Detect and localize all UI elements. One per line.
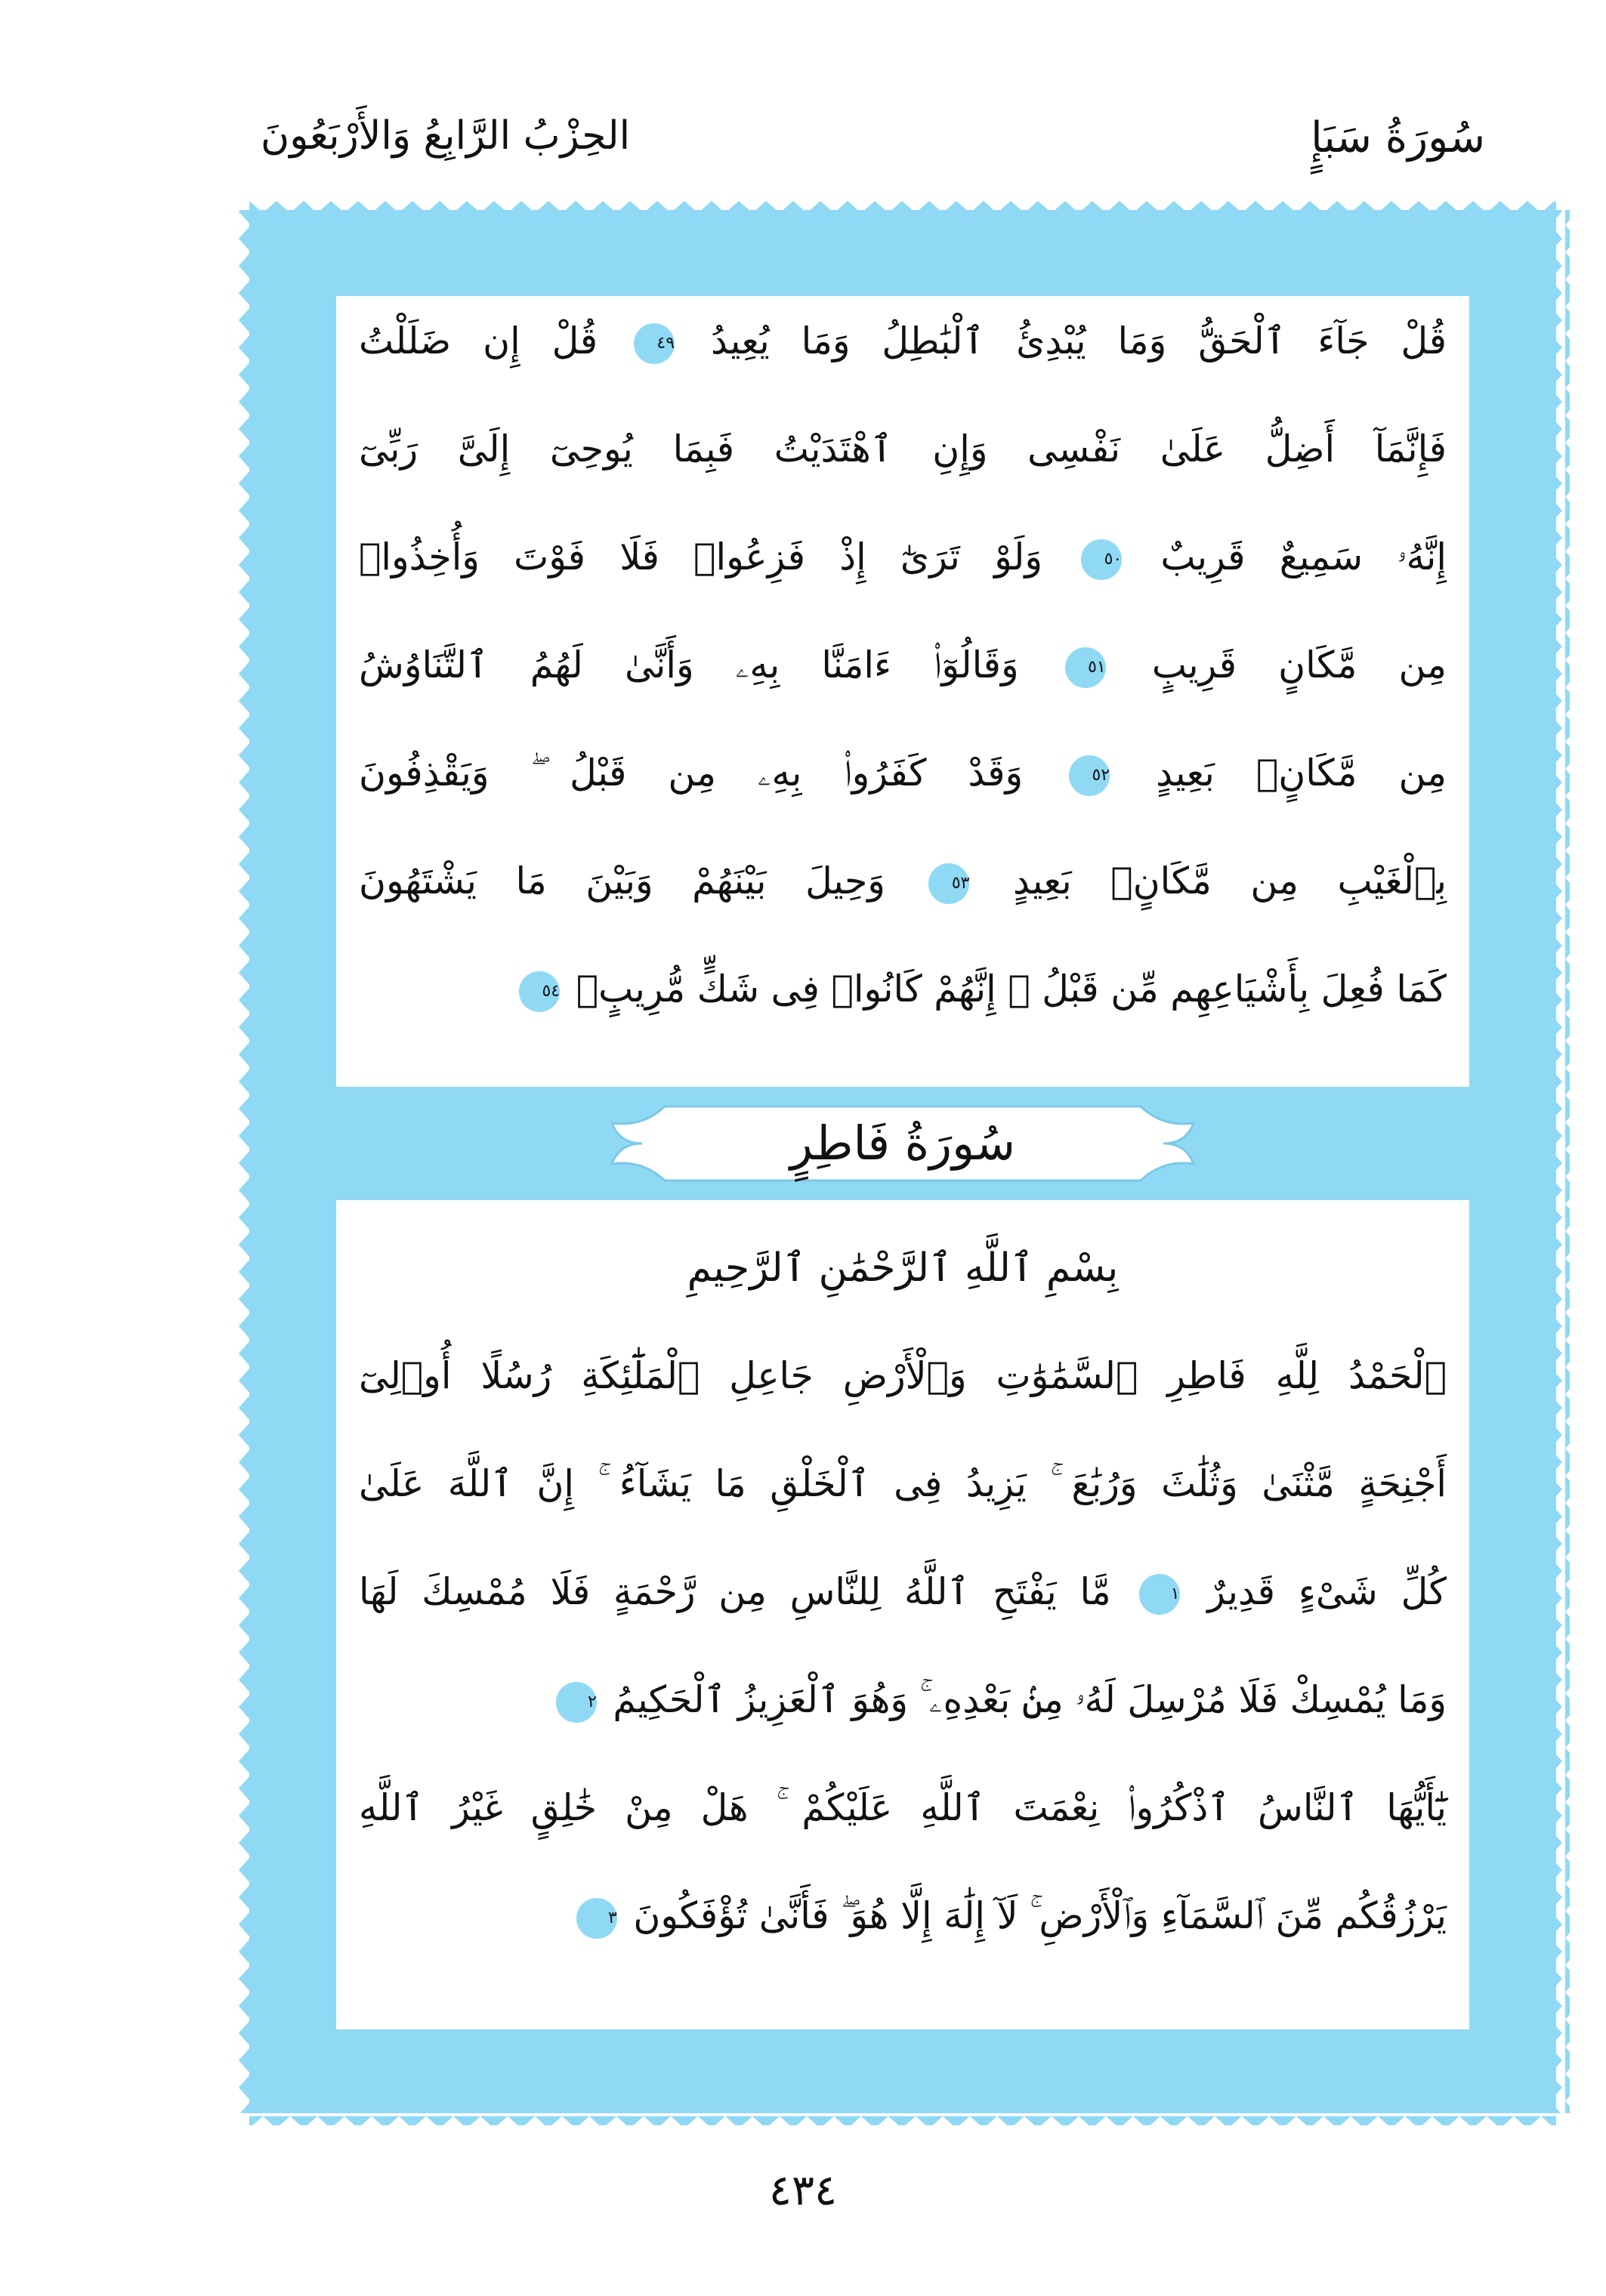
page-number: ٤٣٤ (768, 2166, 838, 2215)
ayah-marker: ٥٢ (1069, 755, 1110, 796)
verse-text: كُلِّ شَىْءٍ قَدِيرٌ (1207, 1570, 1447, 1613)
verse-text: مَّا يَفْتَحِ ٱللَّهُ لِلنَّاسِ مِن رَّحْمَةٍ فَلَا مُمْسِكَ لَهَا (359, 1570, 1111, 1613)
ayah-marker: ٥٠ (1081, 539, 1122, 580)
verse-text: مِن مَّكَانٍ قَرِيبٍ (1151, 643, 1447, 687)
surah-name: سُورَةُ سَبَإٍ (1311, 113, 1485, 162)
verse-line (336, 412, 1469, 487)
verse-text: وَمَا يُمْسِكْ فَلَا مُرْسِلَ لَهُۥ مِنۢ بَعْدِهِۦ ۚ وَهُوَ ٱلْعَزِيزُ ٱلْحَكِيمُ (613, 1678, 1447, 1721)
verse-line (336, 1446, 1469, 1522)
verse-text: كَمَا فُعِلَ بِأَشْيَاعِهِم مِّن قَبْلُ ۚ إِنَّهُمْ كَانُوا۟ فِى شَكٍّ مُّرِيبٍۭ (576, 967, 1447, 1011)
verse-text: فَإِنَّمَآ أَضِلُّ عَلَىٰ نَفْسِى وَإِنِ ٱهْتَدَيْتُ فَبِمَا يُوحِىٓ إِلَىَّ رَبِّىٓ (359, 427, 1447, 471)
verse-line (336, 628, 1469, 703)
text-panel (336, 296, 1469, 2029)
verse-line (336, 736, 1469, 811)
surah-title: سُورَةُ فَاطِرٍ (789, 1116, 1016, 1171)
verse-line (336, 1662, 1469, 1738)
surah-header-band (336, 1087, 1469, 1200)
ayah-marker: ٤٩ (634, 323, 675, 364)
verse-line (336, 1338, 1469, 1414)
verse-text: وَقَالُوٓا۟ ءَامَنَّا بِهِۦ وَأَنَّىٰ لَهُمُ ٱلتَّنَاوُشُ (359, 643, 1019, 687)
verse-text: قُلْ إِن ضَلَلْتُ (359, 319, 598, 363)
verse-text: وَلَوْ تَرَىٰٓ إِذْ فَزِعُوا۟ فَلَا فَوْتَ وَأُخِذُوا۟ (359, 535, 1043, 579)
ayah-marker: ٥١ (1065, 647, 1106, 688)
verse-line (336, 1770, 1469, 1846)
verse-line (336, 520, 1469, 595)
verse-text: يَرْزُقُكُم مِّنَ ٱلسَّمَآءِ وَٱلْأَرْضِ ۚ لَآ إِلَٰهَ إِلَّا هُوَ ۖ فَأَنَّىٰ تُؤْفَكُونَ (633, 1894, 1447, 1937)
verse-text: أَجْنِحَةٍ مَّثْنَىٰ وَثُلَٰثَ وَرُبَٰعَ ۚ يَزِيدُ فِى ٱلْخَلْقِ مَا يَشَآءُ ۚ إِنَّ ٱللَّهَ عَلَىٰ (359, 1462, 1447, 1505)
ayah-marker: ٣ (576, 1898, 617, 1939)
ayah-marker: ٢ (556, 1682, 597, 1723)
verse-line (336, 844, 1469, 919)
verse-line (336, 304, 1469, 379)
ayah-marker: ١ (1139, 1574, 1180, 1615)
verse-text: يَٰٓأَيُّهَا ٱلنَّاسُ ٱذْكُرُوا۟ نِعْمَتَ ٱللَّهِ عَلَيْكُمْ ۚ هَلْ مِنْ خَٰلِقٍ غَيْرُ ٱللَّهِ (359, 1786, 1447, 1829)
hizb-name: الحِزْبُ الرَّابِعُ وَالأَرْبَعُونَ (261, 113, 631, 159)
verse-text: ٱلْحَمْدُ لِلَّهِ فَاطِرِ ٱلسَّمَٰوَٰتِ وَٱلْأَرْضِ جَاعِلِ ٱلْمَلَٰٓئِكَةِ رُسُلًا أُو۟لِىٓ (359, 1354, 1447, 1397)
ayah-marker: ٥٣ (928, 863, 969, 904)
ayah-marker: ٥٤ (519, 971, 560, 1012)
basmala: بِسْمِ ٱللَّهِ ٱلرَّحْمَٰنِ ٱلرَّحِيمِ (687, 1245, 1119, 1291)
verse-line (336, 1878, 1469, 1954)
verse-text: وَقَدْ كَفَرُوا۟ بِهِۦ مِن قَبْلُ ۖ وَيَقْذِفُونَ (359, 751, 1024, 795)
verse-text: قُلْ جَآءَ ٱلْحَقُّ وَمَا يُبْدِئُ ٱلْبَٰطِلُ وَمَا يُعِيدُ (710, 319, 1447, 363)
verse-line (336, 952, 1469, 1027)
page-header (0, 113, 1606, 174)
verse-text: مِن مَّكَانٍۭ بَعِيدٍ (1156, 751, 1447, 795)
verse-text: بِٱلْغَيْبِ مِن مَّكَانٍۭ بَعِيدٍ (1012, 859, 1447, 903)
verse-text: وَحِيلَ بَيْنَهُمْ وَبَيْنَ مَا يَشْتَهُونَ (359, 859, 885, 903)
verse-line (336, 1554, 1469, 1630)
verse-text: إِنَّهُۥ سَمِيعٌ قَرِيبٌ (1160, 535, 1447, 579)
